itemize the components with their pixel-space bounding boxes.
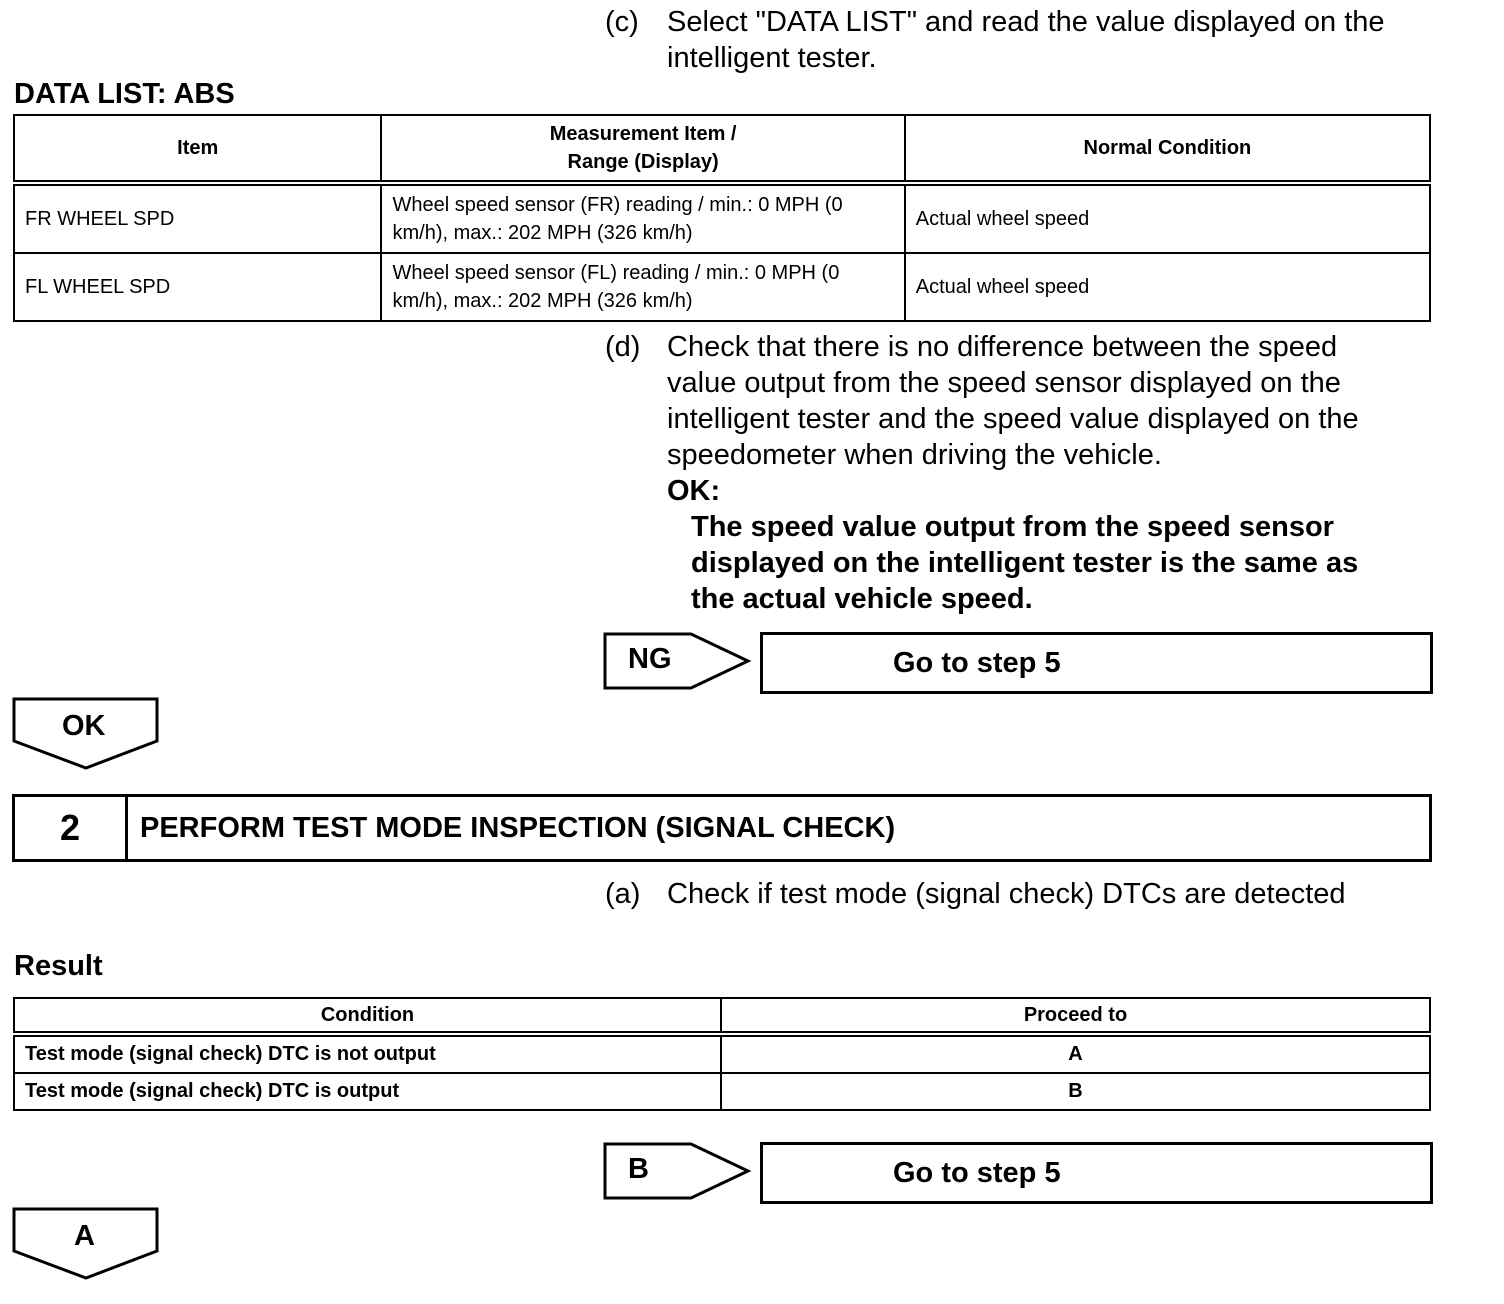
header-proceed-to: Proceed to bbox=[721, 998, 1430, 1034]
data-list-title: DATA LIST: ABS bbox=[14, 78, 235, 110]
header-measurement: Measurement Item / Range (Display) bbox=[381, 115, 904, 183]
table-row bbox=[14, 183, 1430, 253]
step-a-text: Check if test mode (signal check) DTCs are detected bbox=[667, 878, 1346, 910]
data-list-table bbox=[13, 114, 1431, 322]
cell-condition: Test mode (signal check) DTC is output bbox=[14, 1073, 721, 1110]
cell-item: FR WHEEL SPD bbox=[14, 183, 381, 253]
table-row bbox=[14, 1034, 1430, 1073]
result-title: Result bbox=[14, 950, 103, 982]
result-table bbox=[13, 997, 1431, 1111]
ng-go-to-step-text: Go to step 5 bbox=[893, 646, 1061, 679]
ok-arrow-label: OK bbox=[62, 710, 106, 742]
table-header-row bbox=[14, 115, 1430, 183]
step-d-label: (d) bbox=[605, 331, 641, 363]
step-a bbox=[605, 876, 1485, 916]
b-arrow-icon bbox=[603, 1142, 753, 1200]
cell-normal: Actual wheel speed bbox=[905, 183, 1430, 253]
cell-item: FL WHEEL SPD bbox=[14, 253, 381, 321]
ng-label: NG bbox=[628, 643, 672, 675]
header-normal-condition: Normal Condition bbox=[905, 115, 1430, 183]
b-label: B bbox=[628, 1153, 649, 1185]
cell-normal: Actual wheel speed bbox=[905, 253, 1430, 321]
header-condition: Condition bbox=[14, 998, 721, 1034]
header-item: Item bbox=[14, 115, 381, 183]
cell-proceed: A bbox=[721, 1034, 1430, 1073]
table-row bbox=[14, 1073, 1430, 1110]
b-go-to-step-text: Go to step 5 bbox=[893, 1156, 1061, 1189]
step-d bbox=[605, 329, 1485, 619]
ok-criteria: The speed value output from the speed sensor displayed on the intelligent tester is the same as the actual vehicle speed. bbox=[691, 511, 1359, 615]
step-a-label: (a) bbox=[605, 878, 641, 910]
cell-measurement: Wheel speed sensor (FL) reading / min.: 0 MPH (0 km/h), max.: 202 MPH (326 km/h) bbox=[381, 253, 904, 321]
step-c bbox=[605, 4, 1485, 80]
step-number: 2 bbox=[15, 797, 128, 859]
step-title: PERFORM TEST MODE INSPECTION (SIGNAL CHECK) bbox=[140, 811, 896, 844]
ok-label: OK: bbox=[667, 475, 721, 507]
b-go-to-step-box[interactable] bbox=[760, 1142, 1433, 1204]
step-2-header bbox=[12, 794, 1432, 862]
ng-go-to-step-box[interactable] bbox=[760, 632, 1433, 694]
table-header-row bbox=[14, 998, 1430, 1034]
cell-proceed: B bbox=[721, 1073, 1430, 1110]
cell-condition: Test mode (signal check) DTC is not output bbox=[14, 1034, 721, 1073]
ng-arrow-icon bbox=[603, 632, 753, 690]
a-arrow-label: A bbox=[74, 1220, 95, 1252]
cell-measurement: Wheel speed sensor (FR) reading / min.: 0 MPH (0 km/h), max.: 202 MPH (326 km/h) bbox=[381, 183, 904, 253]
table-row bbox=[14, 253, 1430, 321]
step-c-label: (c) bbox=[605, 6, 639, 38]
step-d-text: Check that there is no difference between the speed value output from the speed sensor displayed on the intelligent tester and the speed value displayed on the speedometer when driving the vehicle. OK: The speed value output from the speed sensor displayed on the intelligent tester is the same as the actual vehicle speed. bbox=[667, 331, 1359, 615]
step-c-text: Select "DATA LIST" and read the value displayed on the intelligent tester. bbox=[667, 6, 1385, 74]
